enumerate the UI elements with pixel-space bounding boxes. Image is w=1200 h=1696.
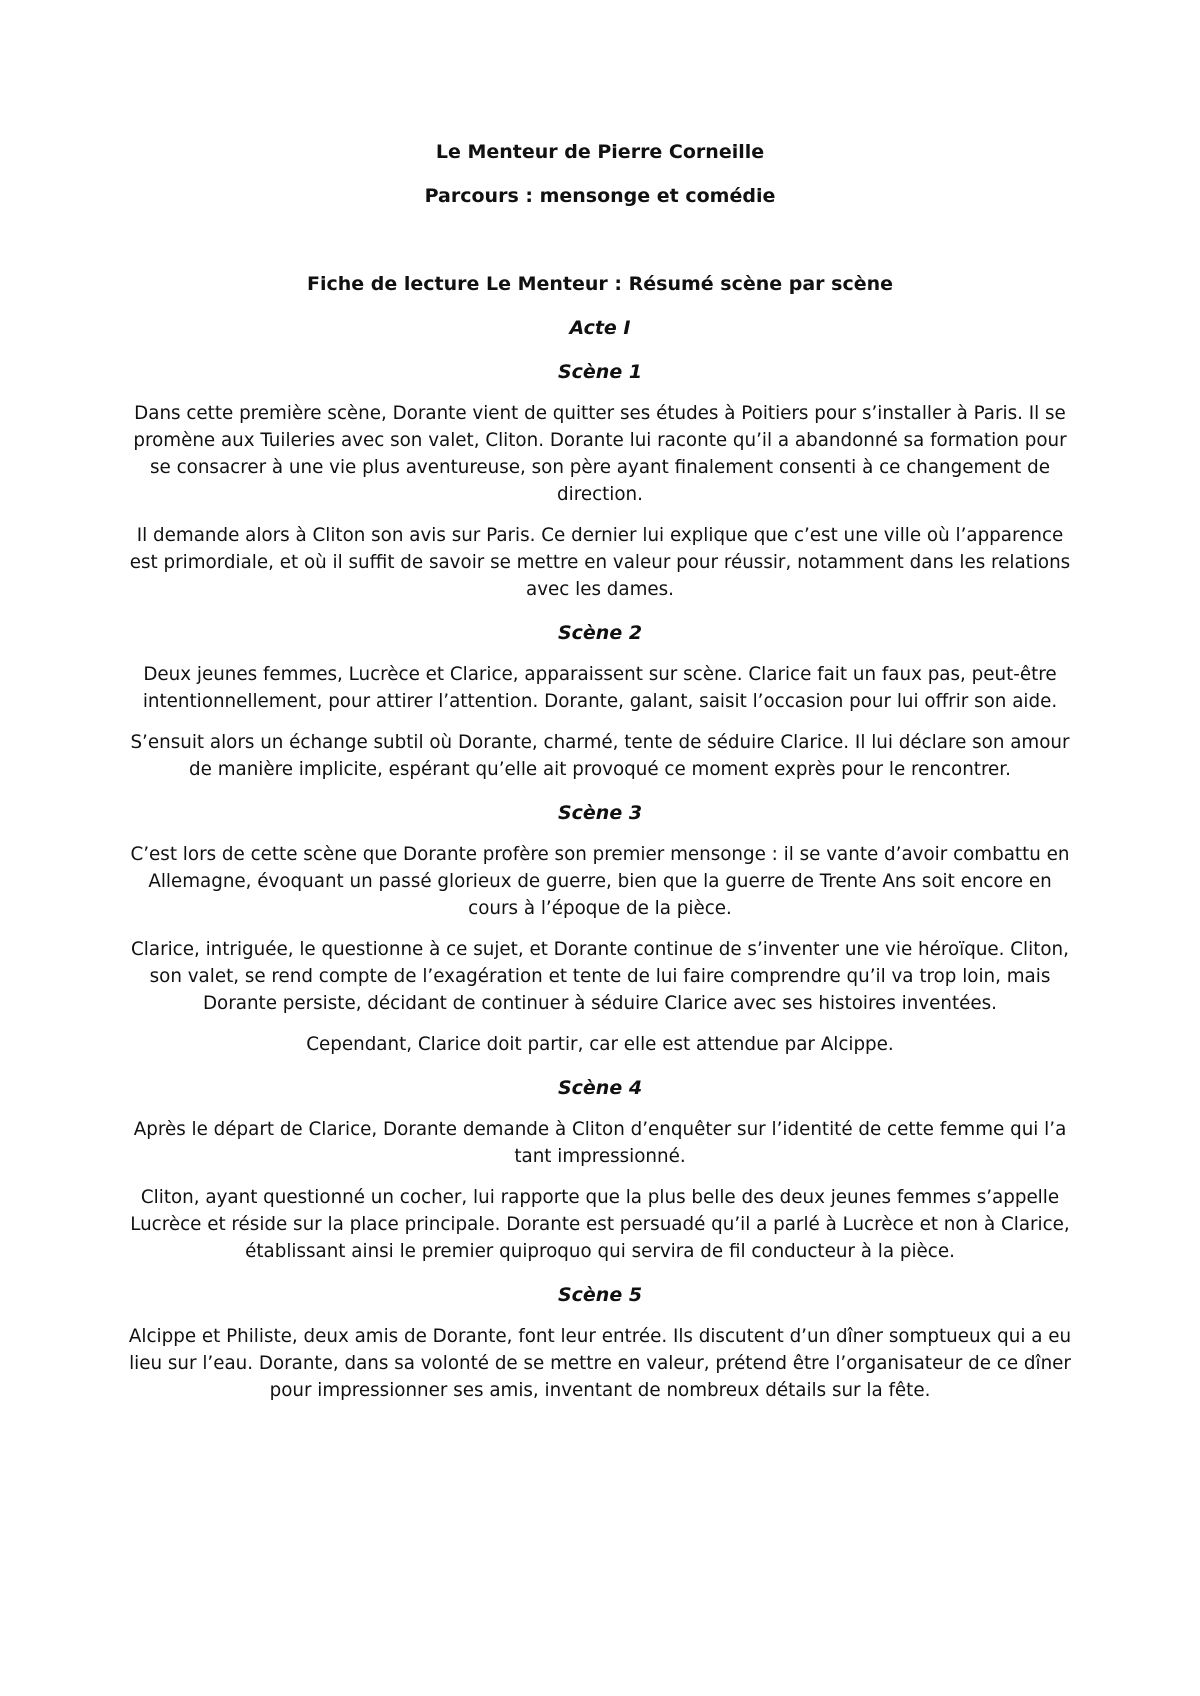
scene-4-paragraph-1: Après le départ de Clarice, Dorante demande à Cliton d’enquêter sur l’identité de cette femme qui l’a tant impressionné. — [133, 1119, 1067, 1167]
scene-2-paragraph-1: Deux jeunes femmes, Lucrèce et Clarice, apparaissent sur scène. Clarice fait un faux pas, peut-être intentionnellement, pour attirer l’attention. Dorante, galant, saisit l’occasion pour lui offrir son aide. — [142, 664, 1058, 712]
scene-4-heading: Scène 4 — [557, 1077, 643, 1099]
scene-2-paragraph-2: S’ensuit alors un échange subtil où Dorante, charmé, tente de séduire Clarice. Il lui déclare son amour de manière implicite, espérant qu’elle ait provoqué ce moment exprès pour le rencontrer. — [130, 732, 1070, 780]
scene-5-paragraph-1: Alcippe et Philiste, deux amis de Dorante, font leur entrée. Ils discutent d’un dîner somptueux qui a eu lieu sur l’eau. Dorante, dans sa volonté de se mettre en valeur, prétend être l’organisateur de ce dîner pour impressionner ses amis, inventant de nombreux détails sur la fête. — [128, 1326, 1072, 1401]
scene-4-paragraph-2: Cliton, ayant questionné un cocher, lui rapporte que la plus belle des deux jeunes femmes s’appelle Lucrèce et réside sur la place principale. Dorante est persuadé qu’il a parlé à Lucrèce et non à Clarice, établissant ainsi le premier quiproquo qui servira de fil conducteur à la pièce. — [130, 1187, 1070, 1262]
scene-2-heading: Scène 2 — [557, 622, 643, 644]
scene-3-paragraph-3: Cependant, Clarice doit partir, car elle est attendue par Alcippe. — [306, 1034, 894, 1055]
act-heading: Acte I — [569, 317, 631, 339]
scene-1-paragraph-1: Dans cette première scène, Dorante vient de quitter ses études à Poitiers pour s’installer à Paris. Il se promène aux Tuileries avec son valet, Cliton. Dorante lui raconte qu’il a abandonné sa formation pour se consacrer à une vie plus aventureuse, son père ayant finalement consenti à ce changement de direction. — [133, 403, 1067, 505]
scene-3-paragraph-2: Clarice, intriguée, le questionne à ce sujet, et Dorante continue de s’inventer une vie héroïque. Cliton, son valet, se rend compte de l’exagération et tente de lui faire comprendre qu’il va trop loin, mais Dorante persiste, décidant de continuer à séduire Clarice avec ses histoires inventées. — [131, 939, 1069, 1014]
document-title: Le Menteur de Pierre Corneille — [435, 141, 765, 163]
scene-1-paragraph-2: Il demande alors à Cliton son avis sur Paris. Ce dernier lui explique que c’est une ville où l’apparence est primordiale, et où il suffit de savoir se mettre en valeur pour réussir, notamment dans les relations avec les dames. — [129, 525, 1071, 600]
scene-3-heading: Scène 3 — [557, 802, 643, 824]
scene-3-paragraph-1: C’est lors de cette scène que Dorante profère son premier mensonge : il se vante d’avoir combattu en Allemagne, évoquant un passé glorieux de guerre, bien que la guerre de Trente Ans soit encore en cours à l’époque de la pièce. — [130, 844, 1070, 919]
scene-1-heading: Scène 1 — [557, 361, 643, 383]
scene-5-heading: Scène 5 — [557, 1284, 643, 1306]
document-subtitle: Parcours : mensonge et comédie — [424, 185, 776, 207]
section-title: Fiche de lecture Le Menteur : Résumé scène par scène — [306, 273, 894, 295]
